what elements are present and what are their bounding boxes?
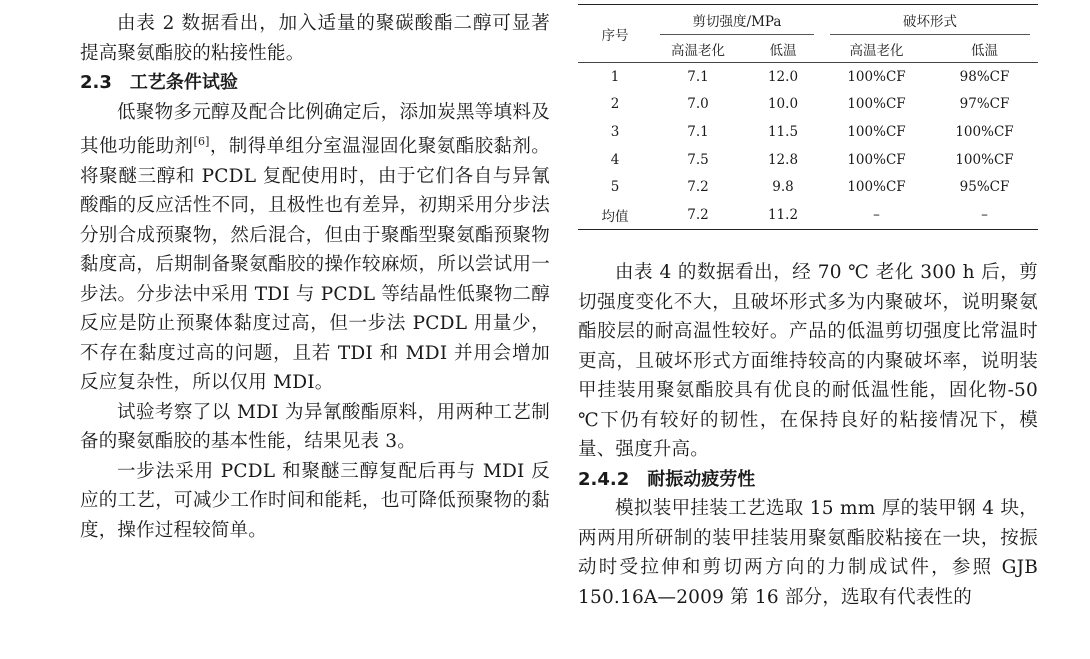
table-cell: 7.1: [687, 68, 709, 85]
table-cell: 12.0: [767, 68, 799, 85]
table-cell: 12.8: [767, 151, 799, 168]
table-cell: 100%CF: [847, 96, 906, 113]
section-heading-process-conditions: 2.3 工艺条件试验: [80, 72, 238, 93]
paragraph-text-part1: 低聚物多元醇及配合比例确定后，添加炭黑等填料及其他功能助剂: [80, 101, 550, 158]
table-row: [578, 91, 1038, 119]
table-cell: –: [981, 206, 988, 223]
table-cell: 11.5: [767, 123, 799, 140]
table-row: [578, 173, 1038, 201]
table-cell: 7.0: [687, 96, 709, 113]
header-shear-strength: 剪切强度/MPa: [652, 5, 822, 36]
table-cell: 11.2: [767, 206, 799, 223]
paragraph-vibration-test: 模拟装甲挂装工艺选取 15 mm 厚的装甲钢 4 块，两两用所研制的装甲挂装用聚氨酯胶粘接在一块，按振动时受拉伸和剪切两方向的力制成试件，参照 GJB 150.16A—2009 第 16 部分，选取有代表性的: [578, 498, 1038, 608]
subheader-shear-high-temp: 高温老化: [671, 42, 725, 59]
table-cell: 98%CF: [959, 68, 1010, 85]
table-cell: 4: [610, 151, 620, 168]
header-failure-mode: 破坏形式: [822, 5, 1038, 36]
table-cell: 2: [610, 96, 620, 113]
table-cell: 1: [610, 68, 620, 85]
subheader-failure-low-temp: 低温: [971, 42, 998, 59]
table-cell: 7.5: [687, 151, 709, 168]
paragraph-table2-conclusion: 由表 2 数据看出，加入适量的聚碳酸酯二醇可显著提高聚氨酯胶的粘接性能。: [80, 13, 550, 64]
table-cell: –: [873, 206, 880, 223]
paragraph-table3-intro: 试验考察了以 MDI 为异氰酸酯原料，用两种工艺制备的聚氨酯胶的基本性能，结果见表 3。: [80, 401, 550, 453]
table-cell: 100%CF: [847, 68, 906, 85]
table-cell: 100%CF: [847, 123, 906, 140]
subheader-failure-high-temp: 高温老化: [849, 42, 904, 59]
left-column: [80, 0, 550, 545]
citation-reference: [6]: [193, 135, 210, 148]
table-row: [578, 63, 1038, 91]
table-cell: 7.2: [687, 179, 709, 196]
table-row-mean: [578, 201, 1038, 229]
table-cell: 均值: [601, 208, 629, 225]
paragraph-one-step-method: 一步法采用 PCDL 和聚醚三醇复配后再与 MDI 反应的工艺，可减少工作时间和能耗，也可降低预聚物的黏度，操作过程较简单。: [80, 460, 550, 541]
header-seq: 序号: [601, 27, 629, 44]
table-cell: 100%CF: [847, 151, 906, 168]
table-cell: 100%CF: [955, 151, 1014, 168]
table-cell: 3: [610, 123, 620, 140]
paragraph-process-method: [80, 98, 550, 398]
table-cell: 9.8: [772, 179, 794, 196]
table-row: [578, 118, 1038, 146]
table-cell: 97%CF: [959, 96, 1010, 113]
shear-strength-table: [578, 4, 1038, 230]
table-row: [578, 146, 1038, 174]
subheader-shear-low-temp: 低温: [769, 42, 797, 59]
table-cell: 7.2: [687, 206, 709, 223]
table-cell: 100%CF: [955, 123, 1014, 140]
right-column-text: [578, 258, 1038, 612]
table-cell: 100%CF: [847, 179, 906, 196]
table-cell: 5: [610, 179, 620, 196]
table-cell: 10.0: [767, 96, 799, 113]
subsection-heading-vibration-fatigue: 2.4.2 耐振动疲劳性: [578, 468, 756, 490]
table-cell: 95%CF: [959, 179, 1010, 196]
table-cell: 7.1: [687, 123, 709, 140]
paragraph-text-part2: ，制得单组分室温湿固化聚氨酯胶黏剂。将聚醚三醇和 PCDL 复配使用时，由于它们各自与异氰酸酯的反应活性不同，且极性也有差异，初期采用分步法分别合成预聚物，然后混合，但由于聚酯型聚氨酯预聚物黏度高，后期制备聚氨酯胶的操作较麻烦，所以尝试用一步法。分步法中采用 TDI 与 PCDL 等结晶性低聚物二醇反应是防止预聚体黏度过高，但一步法 PCDL 用量少，不存在黏度过高的问题，且若 TDI 和 MDI 并用会增加反应复杂性，所以仅用 MDI。: [80, 136, 550, 394]
paragraph-table4-analysis: 由表 4 的数据看出，经 70 ℃ 老化 300 h 后，剪切强度变化不大，且破坏形式多为内聚破坏，说明聚氨酯胶层的耐高温性较好。产品的低温剪切强度比常温时更高，且破坏形式方面维持较高的内聚破坏率，说明装甲挂装用聚氨酯胶具有优良的耐低温性能，固化物-50 ℃下仍有较好的韧性，在保持良好的粘接情况下，模量、强度升高。: [578, 262, 1038, 460]
